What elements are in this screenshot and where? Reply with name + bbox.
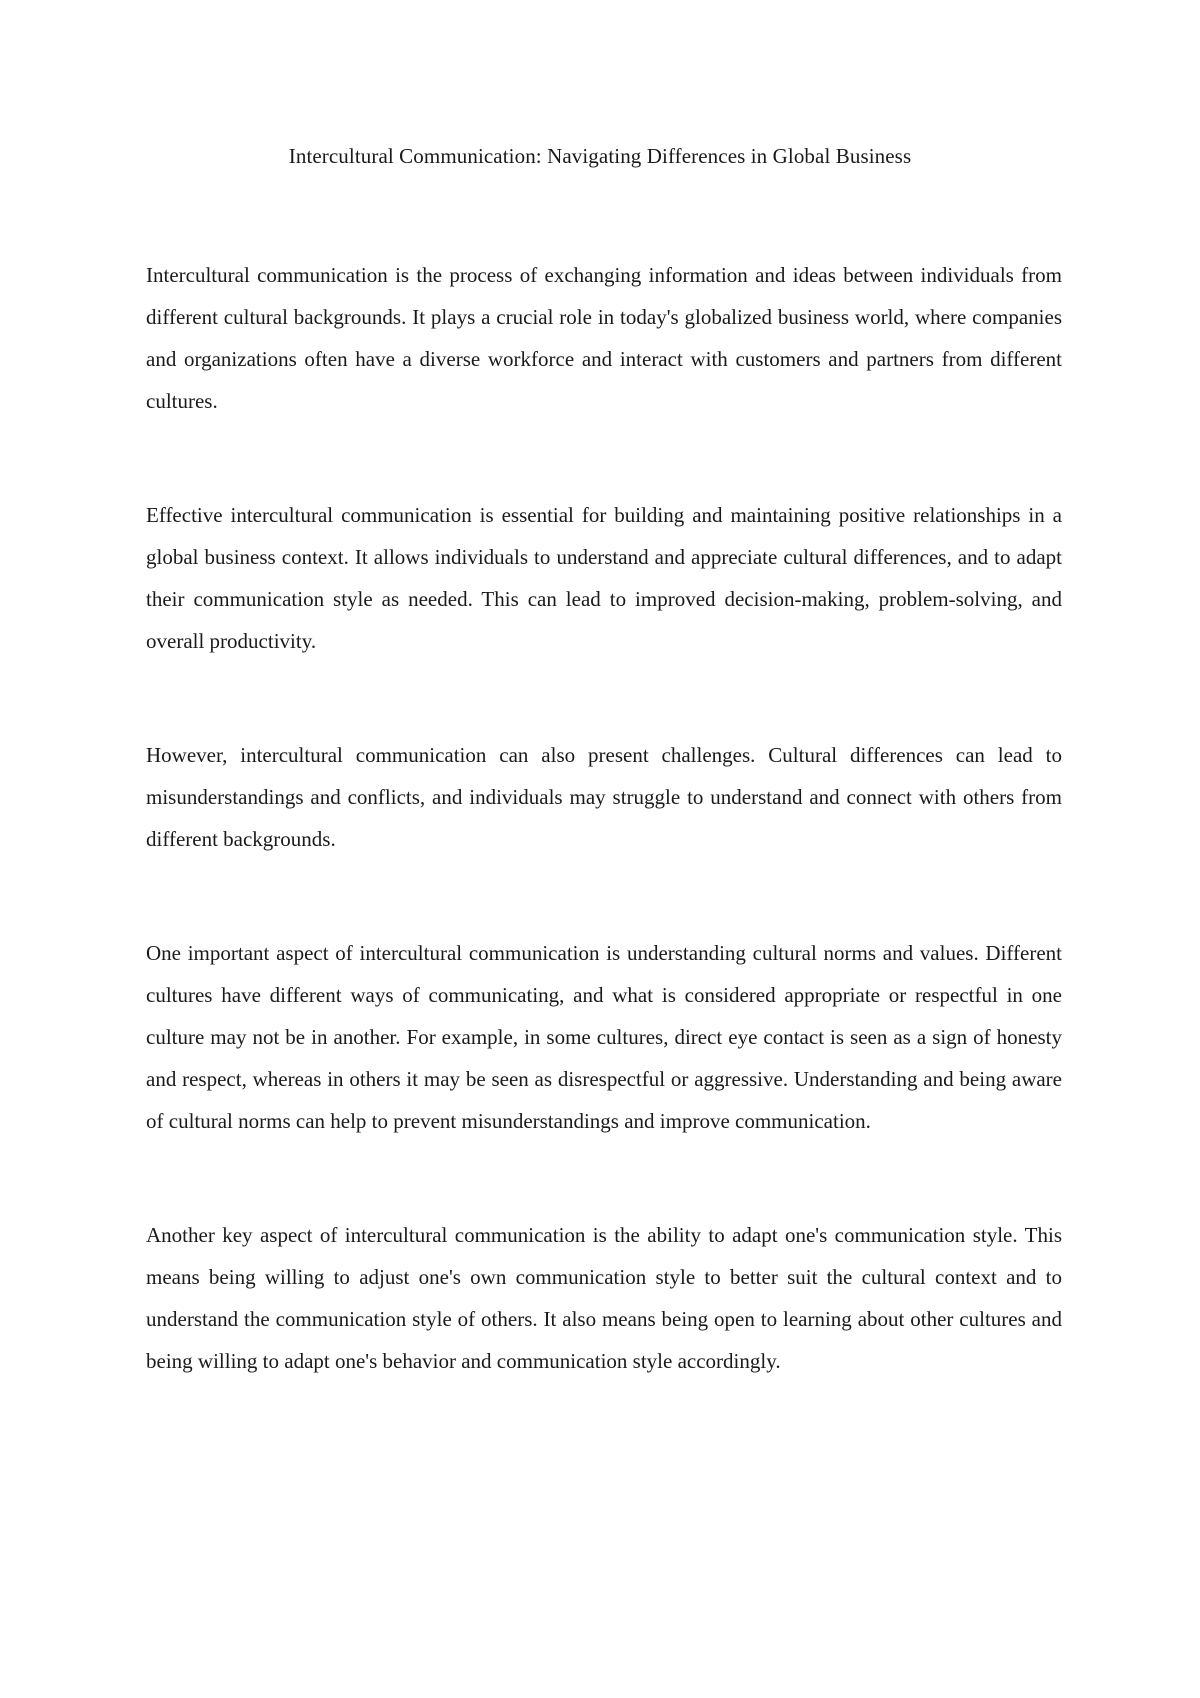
paragraph-5: Another key aspect of intercultural communication is the ability to adapt one's communication style. This means being willing to adjust one's own communication style to better suit the cultural context and to understand the communication style of others. It also means being open to learning about other cultures and being willing to adapt one's behavior and communication style accordingly. [146,1223,1062,1373]
document-title: Intercultural Communication: Navigating Differences in Global Business [288,144,912,168]
paragraph-3: However, intercultural communication can also present challenges. Cultural differences can lead to misunderstandings and conflicts, and individuals may struggle to understand and connect with others from different backgrounds. [146,743,1062,851]
paragraph-4: One important aspect of intercultural communication is understanding cultural norms and values. Different cultures have different ways of communicating, and what is considered appropriate or respectful in one culture may not be in another. For example, in some cultures, direct eye contact is seen as a sign of honesty and respect, whereas in others it may be seen as disrespectful or aggressive. Understanding and being aware of cultural norms can help to prevent misunderstandings and improve communication. [146,941,1062,1133]
paragraph-2: Effective intercultural communication is essential for building and maintaining positive relationships in a global business context. It allows individuals to understand and appreciate cultural differences, and to adapt their communication style as needed. This can lead to improved decision-making, problem-solving, and overall productivity. [146,503,1062,653]
paragraph-1: Intercultural communication is the process of exchanging information and ideas between individuals from different cultural backgrounds. It plays a crucial role in today's globalized business world, where companies and organizations often have a diverse workforce and interact with customers and partners from different cultures. [146,263,1062,413]
document-body [146,254,1062,1454]
